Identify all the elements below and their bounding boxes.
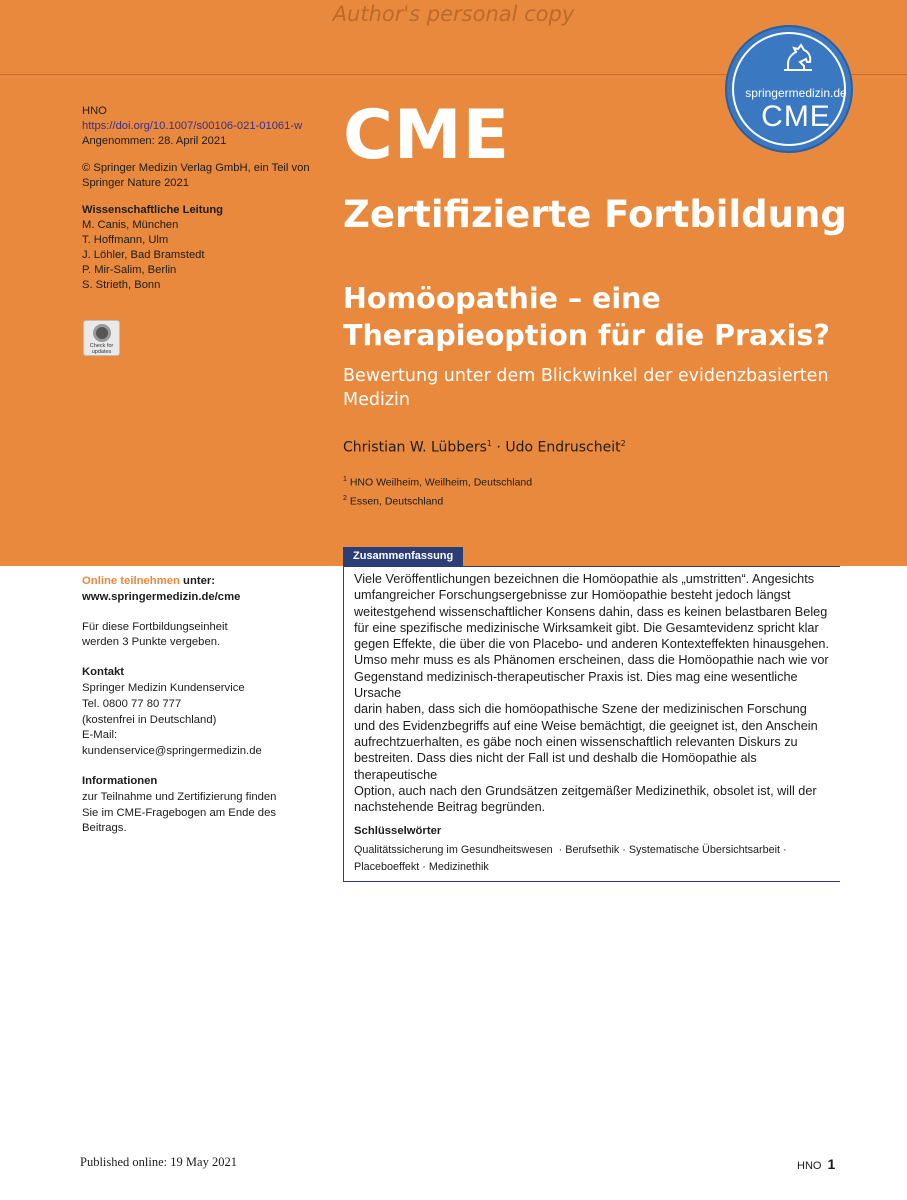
- doi-link[interactable]: https://doi.org/10.1007/s00106-021-01061-w: [82, 120, 303, 132]
- summary-line: und des Evidenzbegriffs auf eine Weise bemächtigt, die geeignet ist, den Anschein: [354, 718, 818, 733]
- badge-ring: [732, 32, 846, 146]
- summary-line: Umso mehr muss es als Phänomen erscheinen, dass die Homöopathie nach wie vor: [354, 653, 829, 668]
- affiliation-number: 2: [343, 494, 347, 502]
- keywords-line: Placeboeffekt · Medizinethik: [354, 861, 489, 873]
- watermark: Author's personal copy: [332, 2, 575, 26]
- author-affiliation-ref: 1: [486, 439, 492, 448]
- information-section: [82, 774, 322, 837]
- springermedizin-cme-badge[interactable]: [725, 25, 853, 153]
- badge-site: springermedizin.de: [745, 86, 847, 100]
- summary-line: für eine spezifische medizinische Wirksamkeit gibt. Die Gesamtevidenz spricht klar: [354, 620, 819, 635]
- summary-line: bestreiten. Dass dies nicht der Fall ist und deshalb die Homöopathie als therapeutische: [354, 751, 757, 782]
- accepted-date: Angenommen: 28. April 2021: [82, 135, 227, 147]
- participation-info: [82, 574, 322, 837]
- summary-tab: Zusammenfassung: [343, 547, 463, 567]
- published-date: Published online: 19 May 2021: [80, 1155, 237, 1169]
- affiliation: [343, 491, 532, 510]
- check-for-updates-button[interactable]: [83, 320, 120, 356]
- article-title-line: Therapieoption für die Praxis?: [343, 319, 830, 352]
- contact-line: E-Mail:: [82, 729, 118, 742]
- summary-line: umfangreicher Forschungsergebnisse zur Homöopathie besteht jedoch längst: [354, 588, 791, 603]
- information-line: Sie im CME-Fragebogen am Ende des: [82, 806, 277, 819]
- contact-line: (kostenfrei in Deutschland): [82, 713, 217, 726]
- knight-icon: [774, 42, 822, 72]
- information-line: Beitrags.: [82, 822, 127, 835]
- information-line: zur Teilnahme und Zertifizierung finden: [82, 790, 277, 803]
- copyright-line: Springer Nature 2021: [82, 177, 189, 189]
- online-url-link[interactable]: www.springermedizin.de/cme: [82, 590, 241, 603]
- article-title-line: Homöopathie – eine: [343, 282, 661, 315]
- summary-line: nachstehende Beitrag begründen.: [354, 800, 546, 815]
- footer-journal: HNO: [797, 1160, 822, 1172]
- journal-name: HNO: [82, 105, 107, 117]
- author-name: Christian W. Lübbers: [343, 439, 487, 456]
- page-footer: [797, 1156, 835, 1172]
- summary-line: weitestgehend wissenschaftlicher Konsens dahin, dass es keinen belastbaren Beleg: [354, 604, 828, 619]
- check-updates-label: [84, 343, 119, 355]
- check-updates-label-line: Check for: [89, 343, 114, 349]
- keywords-line: Qualitätssicherung im Gesundheitswesen · Berufsethik · Systematische Übersichtsarbeit ·: [354, 844, 787, 856]
- check-updates-label-line: updates: [91, 349, 112, 355]
- contact-phone: Tel. 0800 77 80 777: [82, 697, 182, 710]
- points-info: [82, 620, 322, 652]
- keywords-heading: Schlüsselwörter: [354, 825, 442, 837]
- contact-heading: Kontakt: [82, 666, 125, 679]
- article-meta: [82, 104, 322, 293]
- summary-line: Gegenstand medizinisch-therapeutischer Praxis ist. Dies mag eine wesentliche Ursache: [354, 669, 798, 701]
- author-affiliation-ref: 2: [620, 439, 626, 448]
- summary-line: gegen Effekte, die über die von Placebo- und anderen Kontexteffekten hinausgehen.: [354, 637, 829, 652]
- contact-line: Springer Medizin Kundenservice: [82, 681, 245, 694]
- author-separator: ·: [491, 439, 506, 456]
- article-subtitle-line: Medizin: [343, 390, 410, 410]
- authors: [343, 439, 626, 456]
- affiliation: [343, 472, 532, 491]
- editor: J. Löhler, Bad Bramstedt: [82, 249, 205, 261]
- check-updates-icon: [93, 324, 111, 342]
- article-title: [343, 280, 863, 354]
- page-number: 1: [827, 1156, 836, 1172]
- points-line: Für diese Fortbildungseinheit: [82, 620, 228, 633]
- editors: [82, 203, 322, 293]
- editor: M. Canis, München: [82, 219, 179, 231]
- affiliation-number: 1: [343, 476, 347, 483]
- author-name: Udo Endruscheit: [505, 439, 621, 456]
- contact-section: [82, 665, 322, 760]
- contact-email-link[interactable]: kundenservice@springermedizin.de: [82, 745, 262, 758]
- article-subtitle: [343, 364, 863, 412]
- copyright-line: © Springer Medizin Verlag GmbH, ein Teil von: [82, 162, 310, 174]
- summary-line: Viele Veröffentlichungen bezeichnen die Homöopathie als „umstritten“. Angesichts: [354, 572, 815, 586]
- online-participation: [82, 574, 322, 590]
- editor: T. Hoffmann, Ulm: [82, 234, 169, 246]
- editor: S. Strieth, Bonn: [82, 279, 161, 291]
- cme-heading: CME: [343, 96, 511, 175]
- points-line: werden 3 Punkte vergeben.: [82, 636, 221, 649]
- information-heading: Informationen: [82, 774, 158, 787]
- online-participation-label: Online teilnehmen: [82, 575, 180, 587]
- cme-subheading: Zertifizierte Fortbildung: [343, 193, 847, 236]
- editors-heading: Wissenschaftliche Leitung: [82, 204, 224, 216]
- badge-cme-label: CME: [761, 100, 831, 133]
- article-subtitle-line: Bewertung unter dem Blickwinkel der evidenzbasierten: [343, 366, 829, 386]
- keywords: [354, 842, 834, 876]
- affiliations: [343, 472, 532, 509]
- online-participation-suffix: unter:: [179, 575, 216, 587]
- summary-line: Option, auch nach den Grundsätzen zeitgemäßer Medizinethik, obsolet ist, will der: [354, 783, 817, 798]
- summary-line: darin haben, dass sich die homöopathische Szene der medizinischen Forschung: [354, 702, 807, 717]
- affiliation-text: Essen, Deutschland: [349, 495, 444, 507]
- summary-line: aufrechtzuerhalten, es gäbe noch einen wissenschaftlich relevanten Diskurs zu: [354, 734, 798, 749]
- copyright: [82, 161, 322, 191]
- summary-text: [354, 571, 839, 815]
- affiliation-text: HNO Weilheim, Weilheim, Deutschland: [349, 476, 533, 489]
- editor: P. Mir-Salim, Berlin: [82, 264, 177, 276]
